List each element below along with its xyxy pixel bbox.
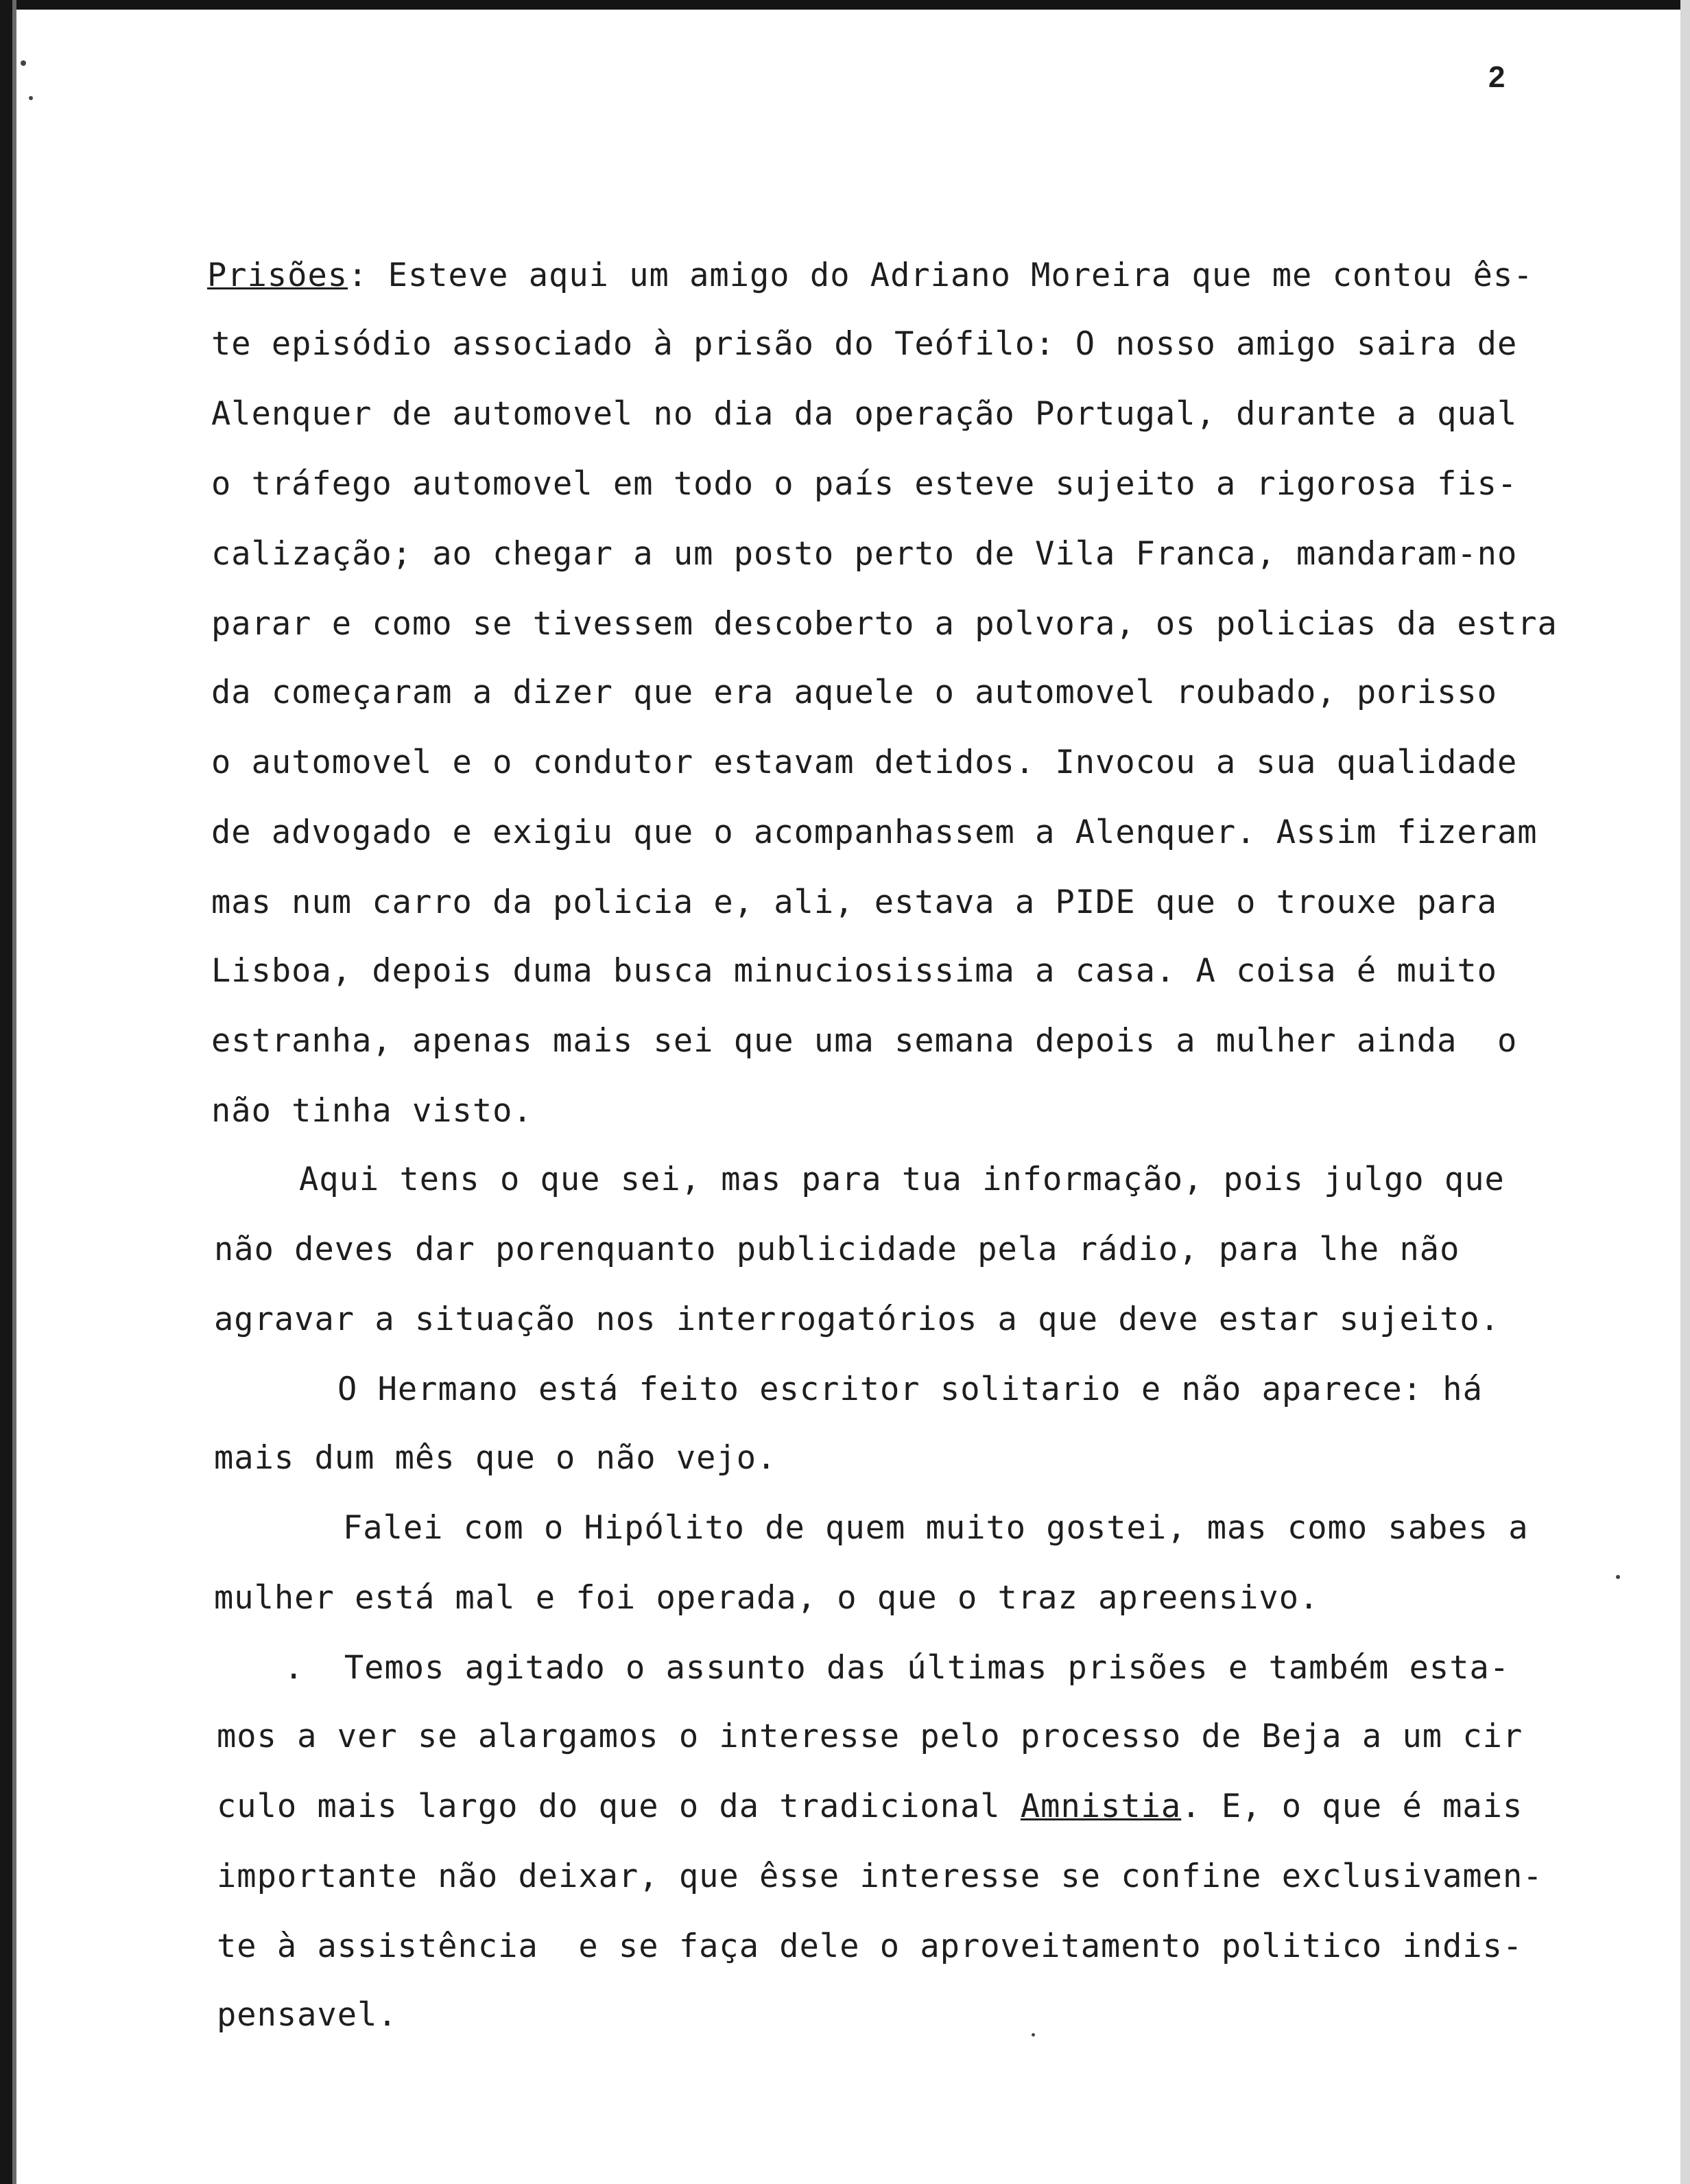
- text-line: [217, 1856, 1543, 1897]
- text-segment: O Hermano está feito escritor solitario e não aparece: há: [337, 1370, 1483, 1408]
- text-segment: Lisboa, depois duma busca minuciosissima a casa. A coisa é muito: [211, 952, 1497, 990]
- text-line: [217, 1716, 1523, 1757]
- text-line: [217, 1995, 398, 2036]
- text-segment: mas num carro da policia e, ali, estava a PIDE que o trouxe para: [211, 883, 1497, 921]
- text-segment: não tinha visto.: [211, 1092, 533, 1130]
- text-line: [211, 604, 1558, 645]
- scan-speck: [21, 60, 26, 66]
- text-segment: o tráfego automovel em todo o país esteve sujeito a rigorosa fis-: [211, 465, 1518, 503]
- text-segment: . E, o que é mais: [1181, 1788, 1523, 1825]
- text-line: [299, 1159, 1505, 1200]
- underlined-word: Amnistia: [1020, 1788, 1182, 1825]
- text-segment: Aqui tens o que sei, mas para tua informação, pois julgo que: [299, 1161, 1505, 1198]
- text-line: [211, 464, 1517, 505]
- text-segment: pensavel.: [217, 1996, 398, 2034]
- text-line: [211, 812, 1538, 853]
- text-segment: agravar a situação nos interrogatórios a que deve estar sujeito.: [214, 1301, 1500, 1338]
- text-line: [211, 1091, 533, 1132]
- text-segment: Alenquer de automovel no dia da operação Portugal, durante a qual: [211, 395, 1518, 433]
- text-line: [214, 1299, 1500, 1340]
- text-segment: calização; ao chegar a um posto perto de Vila Franca, mandaram-no: [211, 535, 1518, 573]
- text-segment: mos a ver se alargamos o interesse pelo processo de Beja a um cir: [217, 1718, 1523, 1755]
- text-line: [214, 1438, 776, 1479]
- scan-top-edge: [0, 0, 1690, 10]
- text-line: [211, 742, 1517, 783]
- text-line: [217, 1786, 1523, 1827]
- text-line: [337, 1369, 1483, 1410]
- text-segment: parar e como se tivessem descoberto a polvora, os policias da estra: [211, 605, 1558, 643]
- text-line: [214, 1229, 1460, 1270]
- text-segment: te episódio associado à prisão do Teófilo: O nosso amigo saira de: [211, 325, 1518, 363]
- text-segment: da começaram a dizer que era aquele o automovel roubado, porisso: [211, 674, 1497, 711]
- text-segment: . Temos agitado o assunto das últimas prisões e também esta-: [284, 1649, 1510, 1687]
- text-line: [214, 1578, 1319, 1619]
- text-line: [217, 1926, 1523, 1967]
- text-segment: : Esteve aqui um amigo do Adriano Moreira que me contou ês-: [348, 257, 1534, 294]
- text-segment: mulher está mal e foi operada, o que o traz apreensivo.: [214, 1579, 1320, 1617]
- scan-left-shadow: [12, 0, 16, 2184]
- text-segment: culo mais largo do que o da tradicional: [217, 1788, 1021, 1825]
- text-line: [211, 672, 1497, 713]
- text-segment: estranha, apenas mais sei que uma semana depois a mulher ainda o: [211, 1022, 1518, 1060]
- text-line: [211, 394, 1517, 435]
- text-line: [211, 1021, 1517, 1062]
- text-segment: não deves dar porenquanto publicidade pela rádio, para lhe não: [214, 1231, 1460, 1268]
- scan-speck: [29, 96, 33, 100]
- scan-speck: [1616, 1575, 1620, 1579]
- scan-speck: [1032, 2033, 1035, 2037]
- text-segment: Falei com o Hipólito de quem muito gostei, mas como sabes a: [343, 1509, 1529, 1547]
- text-segment: de advogado e exigiu que o acompanhassem a Alenquer. Assim fizeram: [211, 814, 1538, 851]
- text-line: [207, 255, 1534, 296]
- text-line: [284, 1648, 1510, 1689]
- scan-right-edge: [1680, 0, 1690, 2184]
- text-line: [211, 882, 1497, 923]
- text-line: [211, 534, 1517, 575]
- page-number: 2: [1488, 60, 1505, 94]
- text-segment: o automovel e o condutor estavam detidos. Invocou a sua qualidade: [211, 744, 1518, 781]
- text-segment: te à assistência e se faça dele o aproveitamento politico indis-: [217, 1927, 1523, 1965]
- scan-left-edge: [0, 0, 12, 2184]
- text-line: [211, 324, 1517, 365]
- text-segment: mais dum mês que o não vejo.: [214, 1439, 777, 1477]
- text-line: [211, 951, 1497, 992]
- underlined-word: Prisões: [207, 257, 348, 294]
- text-segment: importante não deixar, que êsse interesse se confine exclusivamen-: [217, 1857, 1543, 1895]
- text-line: [343, 1508, 1529, 1549]
